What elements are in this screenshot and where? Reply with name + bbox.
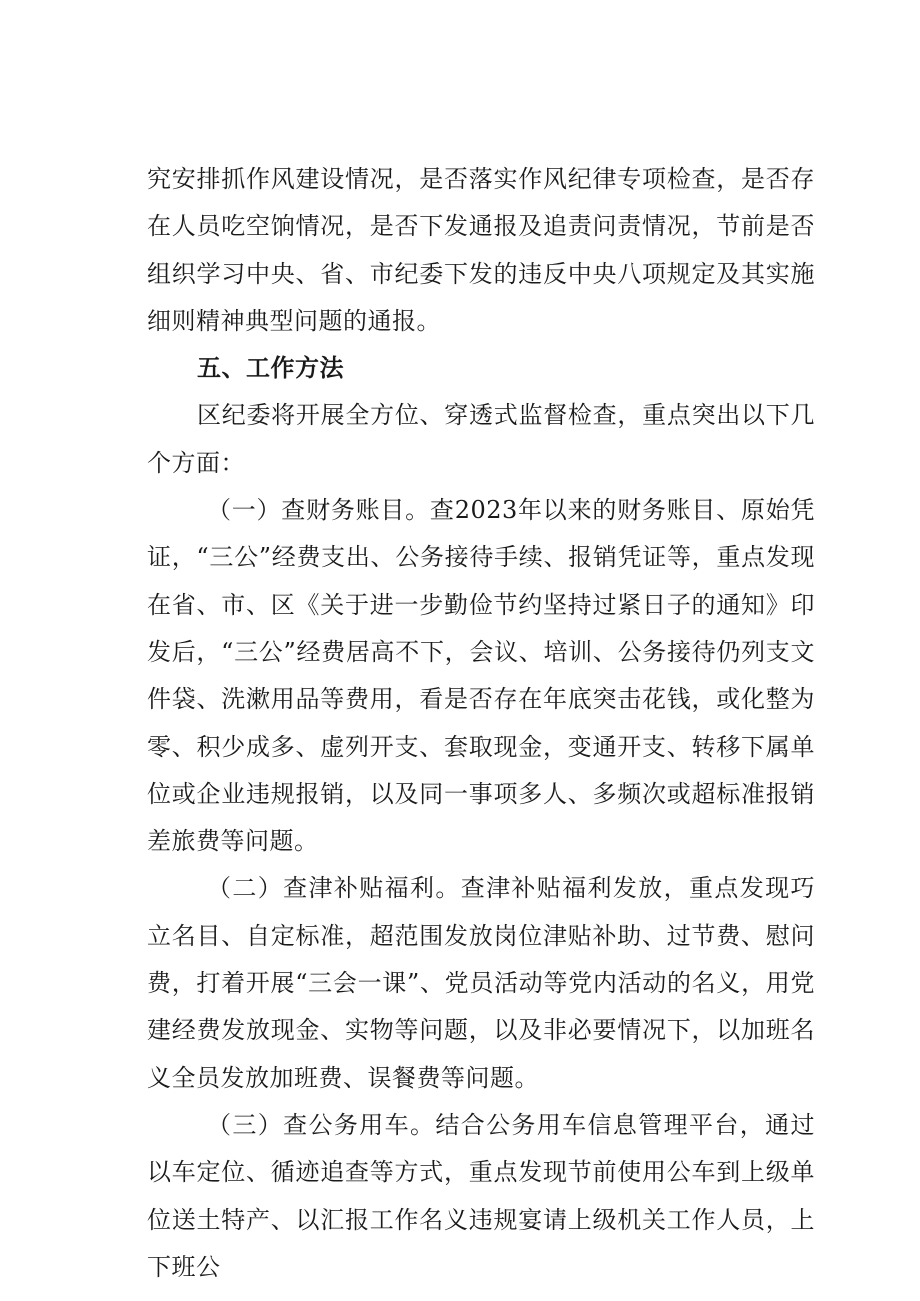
document-body (147, 156, 815, 1291)
item-paragraph-vehicle: （三）查公务用车。结合公务用车信息管理平台，通过以车定位、循迹追查等方式，重点发现节前使用公车到上级单位送土特产、以汇报工作名义违规宴请上级机关工作人员，上下班公 (147, 1110, 815, 1281)
item-paragraph-finance: （一）查财务账目。查2023年以来的财务账目、原始凭证，“三公”经费支出、公务接待手续、报销凭证等，重点发现在省、市、区《关于进一步勤俭节约坚持过紧日子的通知》印发后，“三公”经费居高不下，会议、培训、公务接待仍列支文件袋、洗漱用品等费用，看是否存在年底突击花钱，或化整为零、积少成多、虚列开支、套取现金，变通开支、转移下属单位或企业违规报销，以及同一事项多人、多频次或超标准报销差旅费等问题。 (147, 496, 815, 856)
item-paragraph-allowance: （二）查津补贴福利。查津补贴福利发放，重点发现巧立名目、自定标准，超范围发放岗位津贴补助、过节费、慰问费，打着开展“三会一课”、党员活动等党内活动的名义，用党建经费发放现金、实物等问题，以及非必要情况下，以加班名义全员发放加班费、误餐费等问题。 (147, 874, 815, 1092)
section-intro-paragraph: 区纪委将开展全方位、穿透式监督检查，重点突出以下几个方面： (147, 401, 815, 477)
section-heading: 五、工作方法 (197, 354, 344, 383)
continuation-paragraph: 究安排抓作风建设情况，是否落实作风纪律专项检查，是否存在人员吃空饷情况，是否下发通报及追责问责情况，节前是否组织学习中央、省、市纪委下发的违反中央八项规定及其实施细则精神典型问题的通报。 (147, 165, 815, 335)
